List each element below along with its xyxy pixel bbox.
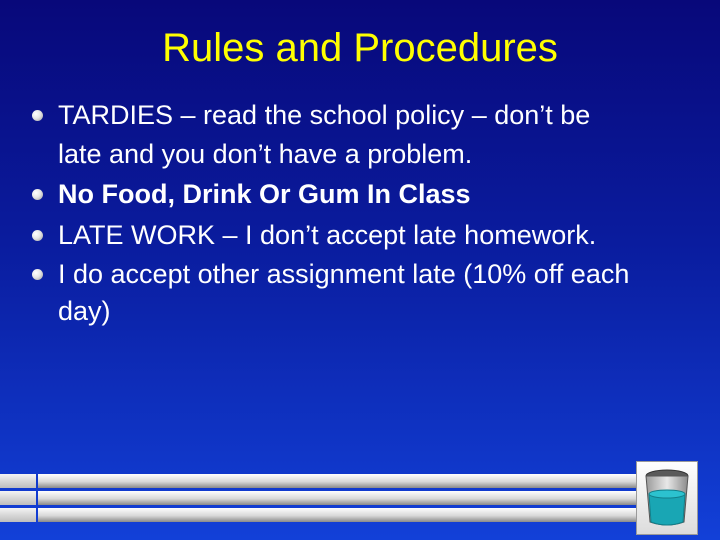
bullet-dot-icon	[32, 189, 43, 200]
bullet-dot-icon	[32, 230, 43, 241]
decorative-footer-bars	[0, 470, 720, 540]
bar-cap	[0, 508, 36, 522]
bullet-text: No Food, Drink Or Gum In Class	[58, 179, 471, 209]
slide-title: Rules and Procedures	[162, 26, 558, 70]
bullet-dot-icon	[32, 269, 43, 280]
bar-cap	[0, 491, 36, 505]
bullet-dot-icon	[32, 110, 43, 121]
beaker-icon	[637, 462, 697, 534]
bullet-text: LATE WORK – I don’t accept late homework.	[58, 220, 597, 250]
bullet-text: I do accept other assignment late (10% off each	[58, 259, 630, 289]
bar-cap	[0, 474, 36, 488]
bullet-text-continued: late and you don’t have a problem.	[58, 139, 473, 169]
decorative-bar	[38, 491, 637, 505]
bullet-text-continued: day)	[58, 296, 111, 326]
beaker-tile	[636, 461, 698, 535]
decorative-bar	[38, 474, 637, 488]
decorative-bar	[38, 508, 637, 522]
bullet-text: TARDIES – read the school policy – don’t be	[58, 100, 591, 130]
